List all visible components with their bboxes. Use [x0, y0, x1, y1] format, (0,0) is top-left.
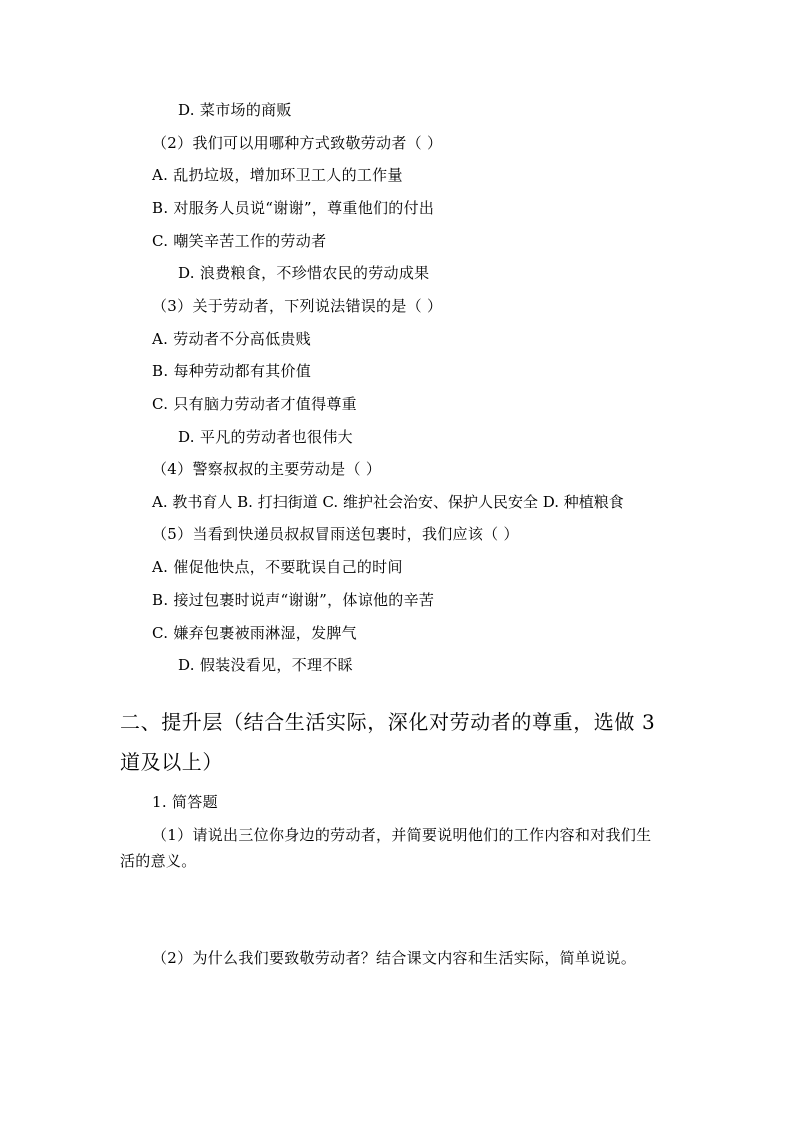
short-answer-title: 1. 简答题 — [152, 793, 218, 811]
option-2-d: D. 浪费粮食，不珍惜农民的劳动成果 — [178, 264, 430, 282]
option-5-b: B. 接过包裹时说声“谢谢”，体谅他的辛苦 — [152, 591, 435, 609]
options-4: A. 教书育人 B. 打扫街道 C. 维护社会治安、保护人民安全 D. 种植粮食 — [152, 493, 624, 511]
question-5: （5）当看到快递员叔叔冒雨送包裹时，我们应该（ ） — [152, 525, 519, 543]
option-3-d: D. 平凡的劳动者也很伟大 — [178, 428, 353, 446]
option-2-c: C. 嘲笑辛苦工作的劳动者 — [152, 232, 327, 250]
short-answer-q2: （2）为什么我们要致敬劳动者？结合课文内容和生活实际，简单说说。 — [152, 949, 637, 967]
option-5-d: D. 假装没看见，不理不睬 — [178, 656, 353, 674]
question-2: （2）我们可以用哪种方式致敬劳动者（ ） — [152, 134, 443, 152]
section-2-heading-line-2: 道及以上） — [120, 750, 223, 774]
section-2-heading-line-1: 二、提升层（结合生活实际，深化对劳动者的尊重，选做 3 — [120, 710, 656, 734]
option-2-b: B. 对服务人员说“谢谢”，尊重他们的付出 — [152, 199, 435, 217]
option-3-a: A. 劳动者不分高低贵贱 — [152, 330, 311, 348]
option-3-c: C. 只有脑力劳动者才值得尊重 — [152, 395, 357, 413]
option-3-b: B. 每种劳动都有其价值 — [152, 362, 312, 380]
question-4: （4）警察叔叔的主要劳动是（ ） — [152, 460, 382, 478]
option-2-a: A. 乱扔垃圾，增加环卫工人的工作量 — [152, 166, 403, 184]
option-5-c: C. 嫌弃包裹被雨淋湿，发脾气 — [152, 624, 357, 642]
short-answer-q1-line-1: （1）请说出三位你身边的劳动者，并简要说明他们的工作内容和对我们生 — [152, 826, 652, 844]
option-5-a: A. 催促他快点，不要耽误自己的时间 — [152, 558, 403, 576]
short-answer-q1-line-2: 活的意义。 — [120, 852, 197, 870]
option-1-d: D. 菜市场的商贩 — [178, 101, 292, 119]
question-3: （3）关于劳动者，下列说法错误的是（ ） — [152, 297, 443, 315]
